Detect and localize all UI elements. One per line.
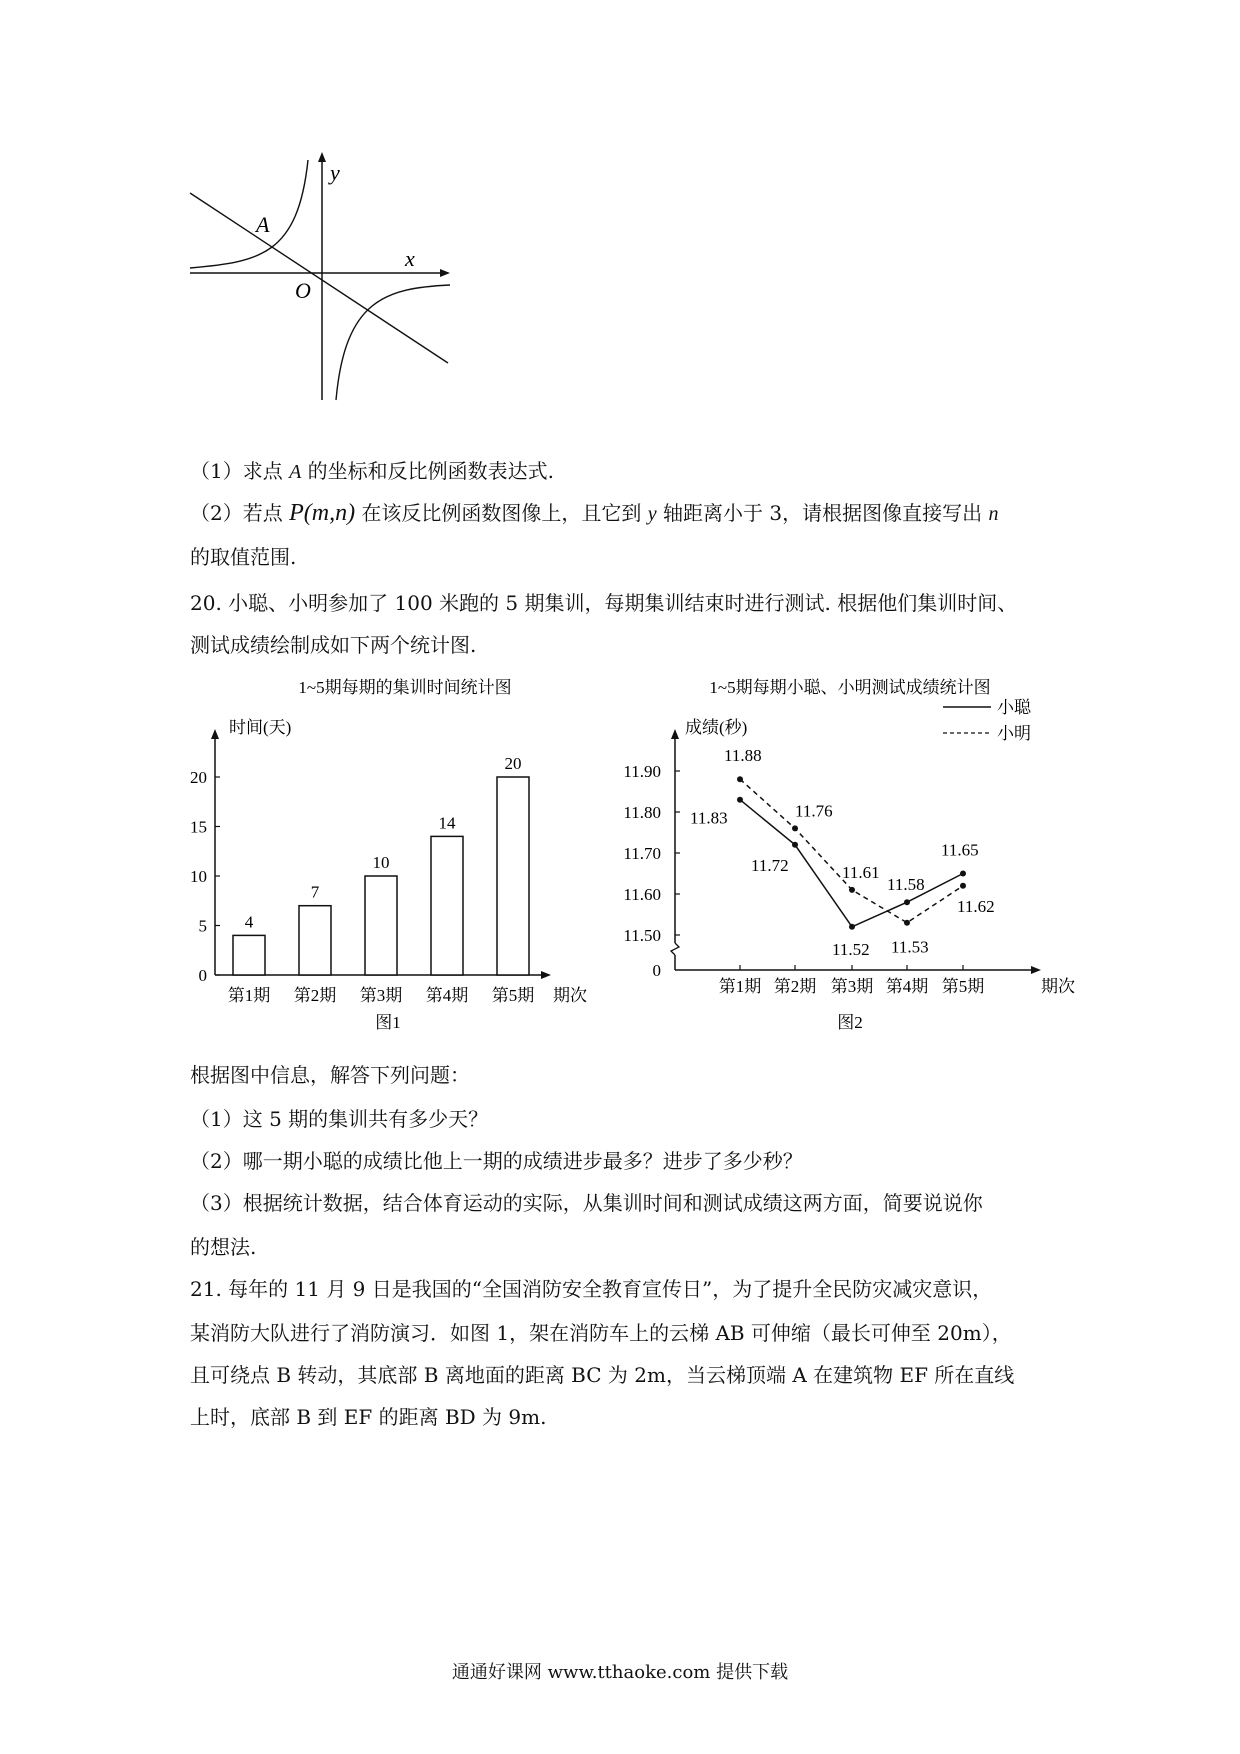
- y-axis-label: y: [330, 160, 340, 185]
- chart1-caption: 图1: [375, 1013, 401, 1032]
- chart2-y-arrow: [671, 729, 679, 739]
- chart2-data-label: 11.83: [690, 808, 728, 828]
- q19-part2-cont: 的取值范围.: [190, 545, 297, 569]
- chart1-data-label: 14: [438, 813, 456, 833]
- chart2-category-label: 第4期: [885, 977, 929, 996]
- q21-line4: 上时，底部 B 到 EF 的距离 BD 为 9m.: [190, 1405, 547, 1429]
- chart1-data-label: 4: [244, 912, 254, 932]
- chart1-data-label: 20: [504, 754, 522, 773]
- chart1-ytick-label: 10: [190, 867, 207, 886]
- q20-question-1: （1）这 5 期的集训共有多少天？: [190, 1107, 489, 1131]
- chart2-point: [904, 920, 910, 926]
- chart2-point: [849, 924, 855, 930]
- chart2-axis-break-icon: [671, 943, 679, 955]
- x-axis-label: x: [405, 246, 415, 271]
- chart1-ytick-label: 5: [198, 916, 207, 936]
- q20-line2: 测试成绩绘制成如下两个统计图.: [190, 633, 477, 657]
- chart1-ytick-label: 15: [190, 817, 207, 837]
- chart1-category-label: 第4期: [425, 986, 469, 1005]
- chart1-ylabel: 时间(天): [229, 718, 292, 737]
- chart1-title: 1~5期每期的集训时间统计图: [298, 678, 512, 697]
- chart2-ytick-label: 0: [652, 961, 661, 980]
- chart2-xlabel: 期次: [1041, 977, 1075, 996]
- chart2-point: [792, 842, 798, 848]
- chart2-ytick-label: 11.60: [623, 885, 661, 904]
- chart2-data-label: 11.62: [957, 896, 995, 916]
- q21-line1: 21. 每年的 11 月 9 日是我国的“全国消防安全教育宣传日”，为了提升全民防灾减灾意识，: [190, 1277, 993, 1301]
- chart1-category-label: 第3期: [359, 986, 403, 1005]
- chart2-data-label: 11.58: [887, 875, 925, 895]
- chart2-point: [849, 887, 855, 893]
- bar-chart-training-days: [185, 665, 625, 1045]
- q21-line2: 某消防大队进行了消防演习．如图 1，架在消防车上的云梯 AB 可伸缩（最长可伸至 20m），: [190, 1321, 1012, 1345]
- chart2-point: [960, 871, 966, 877]
- chart1-bar: [497, 777, 529, 975]
- chart1-category-label: 第5期: [491, 986, 535, 1005]
- chart1-category-label: 第2期: [293, 986, 337, 1005]
- q19-part1: （1）求点 A 的坐标和反比例函数表达式.: [190, 459, 555, 483]
- chart1-bar: [299, 906, 331, 975]
- chart1-category-label: 第1期: [227, 986, 271, 1005]
- line-chart-test-scores: [623, 665, 1075, 1045]
- chart2-data-label: 11.65: [941, 840, 979, 860]
- point-a-label: A: [256, 212, 270, 237]
- chart2-point: [904, 899, 910, 905]
- chart1-data-label: 7: [310, 882, 320, 902]
- chart1-bar: [365, 876, 397, 975]
- chart2-data-label: 11.88: [724, 746, 762, 766]
- q20-line1: 20. 小聪、小明参加了 100 米跑的 5 期集训，每期集训结束时进行测试. 根据他们集训时间、: [190, 591, 1018, 615]
- chart2-ytick-label: 11.80: [623, 803, 661, 822]
- q20-question-3b: 的想法.: [190, 1235, 257, 1259]
- chart1-y-arrow: [211, 729, 219, 739]
- chart1-bar: [233, 935, 265, 975]
- chart2-data-label: 11.76: [795, 801, 833, 821]
- chart2-ytick-label: 11.70: [623, 844, 661, 863]
- chart2-ytick-label: 11.50: [623, 926, 661, 945]
- function-graph: [180, 150, 460, 410]
- chart2-point: [737, 776, 743, 782]
- chart2-category-label: 第1期: [718, 977, 762, 996]
- page-footer: 通通好课网 www.tthaoke.com 提供下载: [451, 1662, 789, 1683]
- chart2-series-line: [740, 779, 963, 923]
- q20-intro: 根据图中信息，解答下列问题：: [190, 1063, 470, 1087]
- chart2-category-label: 第2期: [773, 977, 817, 996]
- chart2-title: 1~5期每期小聪、小明测试成绩统计图: [709, 678, 991, 697]
- chart2-ylabel: 成绩(秒): [685, 718, 748, 737]
- q21-line3: 且可绕点 B 转动，其底部 B 离地面的距离 BC 为 2m，当云梯顶端 A 在建筑物 EF 所在直线: [190, 1363, 1015, 1387]
- chart2-point: [737, 797, 743, 803]
- chart1-data-label: 10: [372, 853, 390, 872]
- q20-question-3a: （3）根据统计数据，结合体育运动的实际，从集训时间和测试成绩这两方面，简要说说你: [190, 1191, 983, 1215]
- chart2-category-label: 第3期: [830, 977, 874, 996]
- chart2-data-label: 11.52: [832, 939, 870, 959]
- chart2-category-label: 第5期: [941, 977, 985, 996]
- chart2-caption: 图2: [837, 1013, 863, 1032]
- chart1-x-arrow: [541, 971, 551, 979]
- chart2-data-label: 11.72: [751, 855, 789, 875]
- chart2-data-label: 11.53: [891, 937, 929, 957]
- chart2-legend-label: 小明: [997, 724, 1031, 743]
- chart2-ytick-label: 11.90: [623, 762, 661, 781]
- chart1-ytick-label: 20: [190, 768, 207, 787]
- chart1-ytick-label: 0: [198, 966, 207, 985]
- q20-question-2: （2）哪一期小聪的成绩比他上一期的成绩进步最多？进步了多少秒？: [190, 1149, 803, 1173]
- chart2-x-arrow: [1031, 966, 1041, 974]
- chart1-xlabel: 期次: [553, 986, 587, 1005]
- origin-label: O: [295, 278, 311, 303]
- chart2-point: [960, 883, 966, 889]
- q19-part2: （2）若点 P(m,n) 在该反比例函数图像上，且它到 y 轴距离小于 3，请根据图像直接写出 n: [190, 500, 999, 526]
- chart2-point: [792, 825, 798, 831]
- chart2-legend-label: 小聪: [997, 698, 1031, 717]
- chart2-data-label: 11.61: [842, 862, 880, 882]
- chart1-bar: [431, 836, 463, 975]
